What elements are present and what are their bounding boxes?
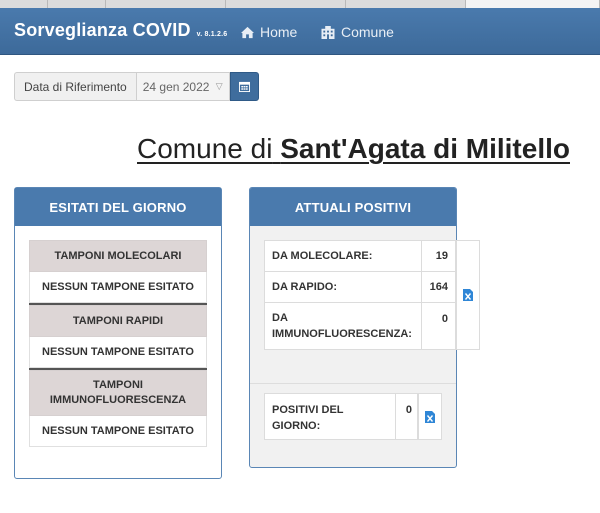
table-row	[265, 303, 456, 350]
date-filter	[14, 72, 259, 101]
esitati-panel	[14, 187, 222, 479]
esitati-list	[29, 240, 207, 447]
row-value: 164	[421, 272, 455, 303]
tab-segment[interactable]	[106, 0, 226, 8]
export-positivi-button[interactable]	[456, 240, 480, 350]
date-select-value: 24 gen 2022	[142, 79, 210, 94]
positivi-panel	[249, 187, 457, 468]
date-select[interactable]	[136, 72, 230, 101]
calendar-icon	[239, 81, 250, 92]
nav-home-link[interactable]	[240, 24, 297, 40]
positivi-giorno	[264, 393, 442, 440]
page-title-prefix: Comune di	[137, 133, 273, 164]
page-title	[137, 133, 570, 165]
divider	[250, 383, 456, 384]
nav-home-label: Home	[260, 24, 298, 40]
section-title: TAMPONI RAPIDI	[29, 305, 207, 337]
chevron-down-icon: ▽	[215, 81, 223, 91]
section-value: NESSUN TAMPONE ESITATO	[29, 416, 207, 447]
nav-comune-label: Comune	[341, 24, 394, 40]
navbar	[0, 8, 600, 55]
brand[interactable]	[14, 20, 227, 41]
tab-segment[interactable]	[0, 0, 48, 8]
excel-export-icon	[463, 289, 473, 301]
date-filter-label: Data di Riferimento	[14, 72, 136, 101]
positivi-table	[264, 240, 456, 350]
browser-tab-strip	[0, 0, 600, 8]
table-row	[265, 241, 456, 272]
brand-title: Sorveglianza COVID	[14, 20, 191, 40]
page-title-name: Sant'Agata di Militello	[280, 133, 570, 164]
building-icon	[320, 26, 336, 39]
table-row	[265, 272, 456, 303]
tab-segment[interactable]	[48, 0, 106, 8]
brand-version: v. 8.1.2.6	[196, 31, 228, 38]
row-label: DA IMMUNOFLUORESCENZA:	[265, 303, 422, 350]
tab-segment[interactable]	[226, 0, 346, 8]
section-title: TAMPONI MOLECOLARI	[29, 240, 207, 272]
calendar-button[interactable]	[230, 72, 259, 101]
positivi-panel-title: ATTUALI POSITIVI	[250, 188, 456, 226]
excel-export-icon	[425, 411, 435, 423]
home-icon	[240, 26, 255, 39]
row-value: 19	[421, 241, 455, 272]
esitati-panel-title: ESITATI DEL GIORNO	[15, 188, 221, 226]
export-daily-button[interactable]	[418, 393, 442, 440]
daily-value: 0	[396, 393, 418, 440]
daily-label: POSITIVI DEL GIORNO:	[264, 393, 396, 440]
row-label: DA MOLECOLARE:	[265, 241, 422, 272]
tab-segment-active[interactable]	[466, 0, 600, 8]
section-value: NESSUN TAMPONE ESITATO	[29, 272, 207, 303]
section-title: TAMPONI IMMUNOFLUORESCENZA	[29, 370, 207, 416]
row-label: DA RAPIDO:	[265, 272, 422, 303]
tab-segment[interactable]	[346, 0, 466, 8]
nav-comune-link[interactable]	[320, 24, 394, 40]
section-value: NESSUN TAMPONE ESITATO	[29, 337, 207, 368]
row-value: 0	[421, 303, 455, 350]
